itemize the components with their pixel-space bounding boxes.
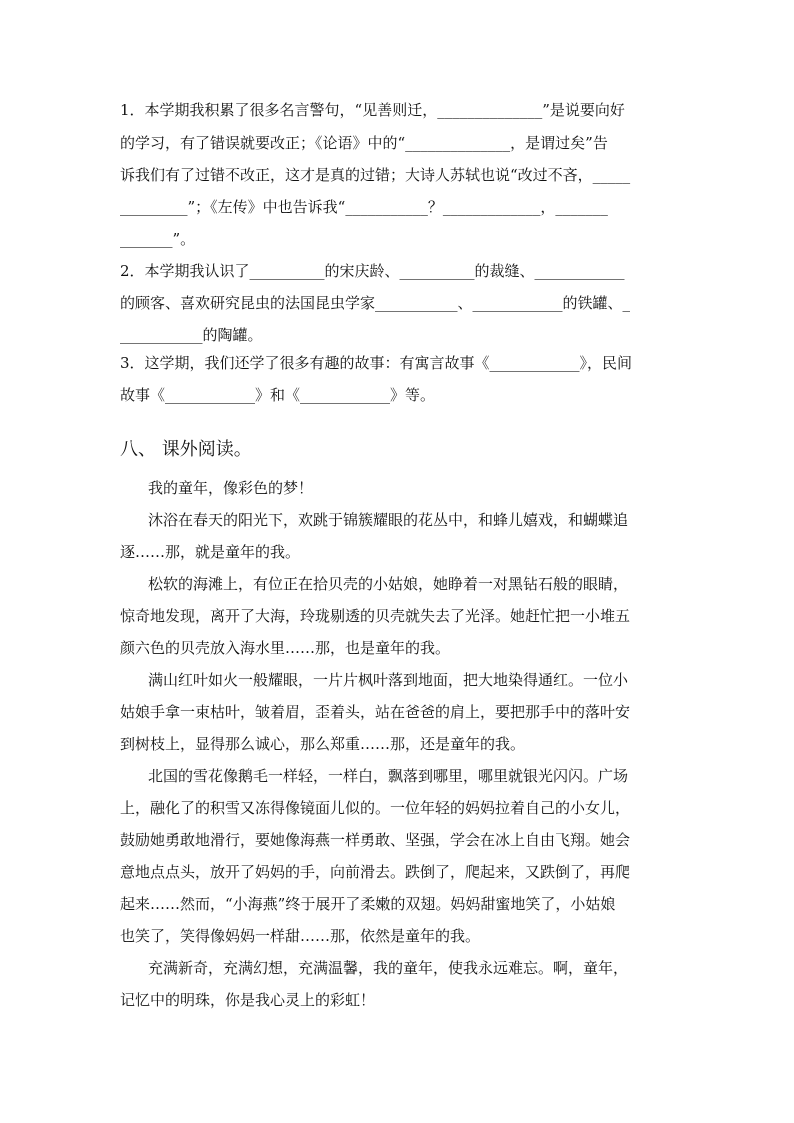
reading-paragraph-line: 逐……那，就是童年的我。: [120, 543, 301, 561]
reading-paragraph-line: 颜六色的贝壳放入海水里……那，也是童年的我。: [120, 639, 451, 657]
section-heading-reading: 八、 课外阅读。: [120, 439, 252, 460]
question-1-line-5: _______”。: [120, 230, 196, 248]
reading-paragraph-line: 鼓励她勇敢地滑行，要她像海燕一样勇敢、坚强，学会在冰上自由飞翔。她会: [120, 831, 631, 849]
reading-paragraph-line: 我的童年，像彩色的梦！: [148, 479, 314, 497]
question-1-line-2: 的学习，有了错误就要改正；《论语》中的“______________，是谓过矣”告: [120, 134, 608, 152]
reading-paragraph-line: 北国的雪花像鹅毛一样轻，一样白，飘落到哪里，哪里就银光闪闪。广场: [148, 767, 629, 785]
question-3-line-1: 3．这学期，我们还学了很多有趣的故事：有寓言故事《____________》，民间: [120, 354, 633, 372]
question-2-line-1: 2．本学期我认识了__________的宋庆龄、__________的裁缝、____________: [120, 262, 625, 280]
reading-paragraph-line: 姑娘手拿一束枯叶，皱着眉，歪着头，站在爸爸的肩上，要把那手中的落叶安: [120, 703, 631, 721]
reading-paragraph-line: 上，融化了的积雪又冻得像镜面儿似的。一位年轻的妈妈拉着自己的小女儿，: [120, 799, 631, 817]
question-2-line-3: ___________的陶罐。: [120, 326, 263, 344]
reading-paragraph-line: 意地点点头，放开了妈妈的手，向前滑去。跌倒了，爬起来，又跌倒了，再爬: [120, 863, 631, 881]
reading-paragraph-line: 松软的海滩上，有位正在拾贝壳的小姑娘，她睁着一对黑钻石般的眼睛，: [148, 575, 629, 593]
question-3-line-2: 故事《____________》和《____________》等。: [120, 386, 436, 404]
reading-paragraph-line: 沐浴在春天的阳光下，欢跳于锦簇耀眼的花丛中，和蜂儿嬉戏，和蝴蝶追: [148, 511, 629, 529]
reading-paragraph-line: 满山红叶如火一般耀眼，一片片枫叶落到地面，把大地染得通红。一位小: [148, 671, 629, 689]
reading-paragraph-line: 充满新奇，充满幻想，充满温馨，我的童年，使我永远难忘。啊，童年，: [148, 959, 629, 977]
reading-paragraph-line: 起来……然而，“小海燕”终于展开了柔嫩的双翅。妈妈甜蜜地笑了，小姑娘: [120, 895, 616, 913]
reading-paragraph-line: 记忆中的明珠，你是我心灵上的彩虹！: [120, 991, 376, 1009]
reading-paragraph-line: 也笑了，笑得像妈妈一样甜……那，依然是童年的我。: [120, 927, 481, 945]
reading-paragraph-line: 惊奇地发现，离开了大海，玲珑剔透的贝壳就失去了光泽。她赶忙把一小堆五: [120, 607, 631, 625]
question-1-line-3: 诉我们有了过错不改正，这才是真的过错；大诗人苏轼也说“改过不吝，_____: [120, 166, 631, 184]
reading-paragraph-line: 到树枝上，显得那么诚心，那么郑重……那，还是童年的我。: [120, 735, 526, 753]
question-2-line-2: 的顾客、喜欢研究昆虫的法国昆虫学家___________、____________的铁罐、_: [120, 294, 631, 312]
question-1-line-4: _________”；《左传》中也告诉我“___________？_____________，_______: [120, 198, 608, 216]
question-1-line-1: 1．本学期我积累了很多名言警句，“见善则迁，______________”是说要向好: [120, 101, 625, 119]
